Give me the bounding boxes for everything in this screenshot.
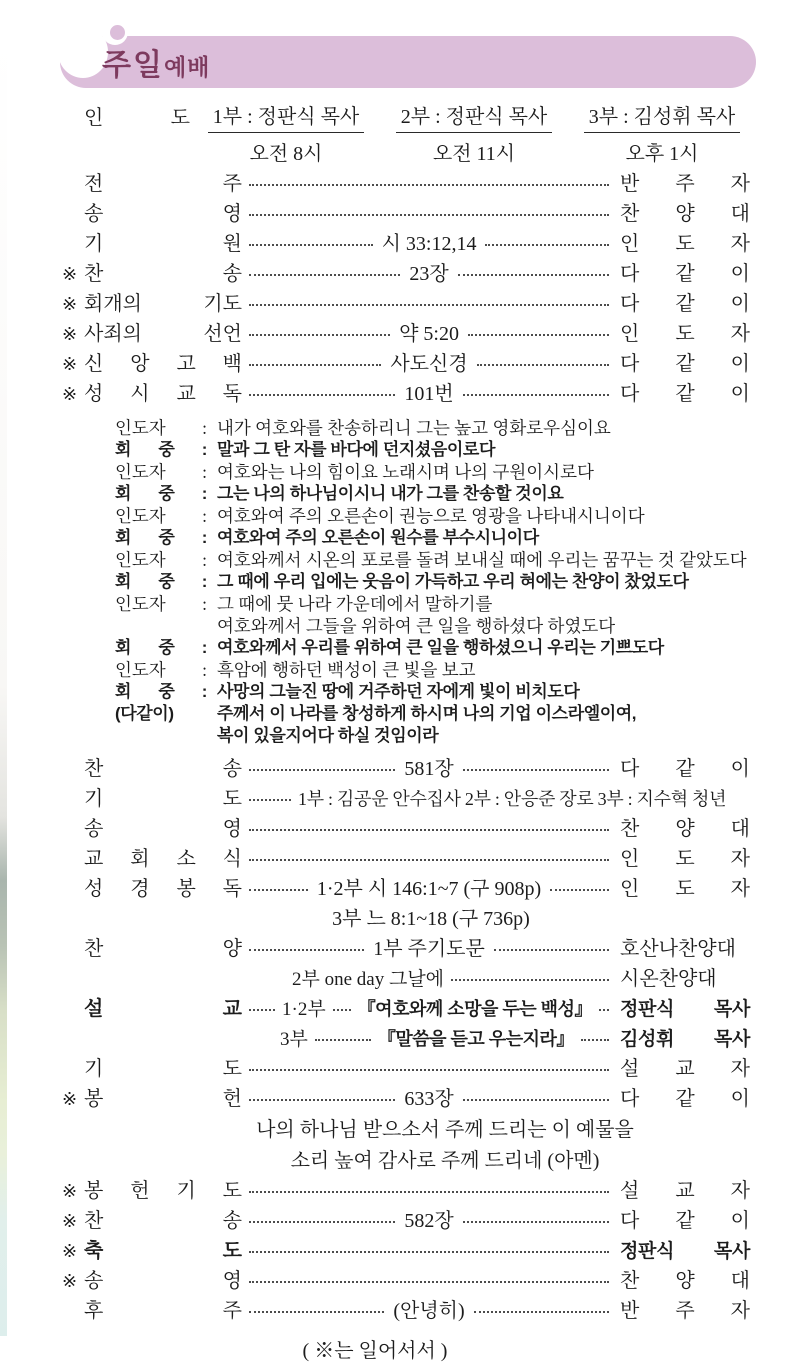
row-label: 기 원 [84,233,242,255]
program-row [0,234,800,255]
reading-speaker: 인도자 : [115,462,207,482]
reading-line [0,571,800,593]
reading-text: 여호와여 주의 오른손이 권능으로 영광을 나타내시니이다 [217,506,645,526]
reading-line [0,461,800,483]
dotted-leader [599,1009,609,1011]
row-center-text: 사도신경 [390,353,468,375]
program-row [0,1301,800,1322]
row-label: 사죄의 선언 [84,323,242,345]
leaders-label: 인 도 [84,107,190,129]
row-right: 김성휘 목사 [620,1029,750,1050]
reading-speaker: 회 중 : [115,572,207,591]
program-row [0,789,800,810]
dotted-leader [463,769,609,771]
program-row [0,1029,800,1050]
dotted-leader [249,799,291,801]
leader-column [574,100,750,166]
row-right: 인 도 자 [620,878,751,900]
reading-text: 주께서 이 나라를 창성하게 하시며 나의 기업 이스라엘이여, [217,704,637,723]
reading-text: 복이 있을지어다 하실 것임이라 [217,726,439,745]
offering-hymn-line: 소리 높여 감사로 주께 드리네 (아멘) [290,1150,600,1172]
dotted-leader [249,949,364,951]
row-label: 찬 양 [84,938,242,960]
dotted-leader [451,979,609,981]
row-right: 다 같 이 [620,758,751,780]
row-right: 다 같 이 [620,383,751,405]
row-center-text: 23장 [409,263,449,285]
reading-line [0,615,800,637]
row-center-text: 시 33:12,14 [381,233,477,255]
reading-line [0,703,800,725]
dotted-leader [463,1221,609,1223]
row-center-text: 1부 주기도문 [373,938,485,960]
responsive-reading-block [0,414,800,751]
row-right: 반 주 자 [620,1300,750,1322]
order-of-worship-bottom [0,751,800,1322]
standing-marker: ※ [62,384,78,404]
reading-speaker: 인도자 : [115,550,207,570]
row-label: 봉 헌 기 도 [84,1180,242,1202]
program-row [0,1241,800,1262]
dotted-leader [315,1039,371,1041]
reading-text: 여호와는 나의 힘이요 노래시며 나의 구원이시로다 [217,462,594,482]
program-row [0,759,800,780]
scan-edge-artifact [0,36,7,1336]
dotted-leader [249,1311,384,1313]
reading-speaker: 회 중 : [115,682,207,701]
row-right: 시온찬양대 [620,968,717,990]
row-label: 전 주 [84,173,242,195]
section-header-bar [60,36,756,88]
program-row [0,324,800,345]
program-row [0,264,800,285]
standing-marker: ※ [62,1241,78,1261]
row-label: 송 영 [84,818,242,840]
row-right: 다 같 이 [620,1210,751,1232]
program-row [0,1271,800,1292]
row-label: 찬 송 [84,758,242,780]
program-row [0,909,800,930]
row-label: 송 영 [84,203,242,225]
row-right: 찬 양 대 [620,203,750,225]
reading-line [0,505,800,527]
reading-text: 내가 여호와를 찬송하리니 그는 높고 영화로우심이요 [217,418,611,438]
reading-text: 여호와께서 시온의 포로를 돌려 보내실 때에 우리는 꿈꾸는 것 같았도다 [217,550,747,570]
row-right: 다 같 이 [620,1088,751,1110]
dotted-leader [249,1069,609,1071]
reading-speaker: (다같이) [115,704,174,723]
reading-line [0,681,800,703]
reading-text: 그는 나의 하나님이시니 내가 그를 찬송할 것이요 [217,484,564,503]
program-row [0,819,800,840]
dotted-leader [468,334,609,336]
program-row [0,354,800,375]
row-label: 찬 송 [84,263,242,285]
standing-marker: ※ [62,1181,78,1201]
dotted-leader [249,829,609,831]
program-row [0,969,800,990]
dotted-leader [249,1191,609,1193]
reading-line [0,439,800,461]
row-label: 찬 송 [84,1210,242,1232]
row-label: 기 도 [84,1058,242,1080]
row-label: 축 도 [84,1240,242,1262]
row-center-text: 581장 [404,758,454,780]
dotted-leader [249,859,609,861]
program-row [0,294,800,315]
reading-text: 사망의 그늘진 땅에 거주하던 자에게 빛이 비치도다 [217,682,580,701]
reading-speaker: 인도자 : [115,594,207,614]
program-row [0,1211,800,1232]
row-right: 인 도 자 [620,323,751,345]
row-center-text: 101번 [404,383,454,405]
sermon-title: 『말씀을 듣고 우는지라』 [377,1029,574,1049]
standing-marker: ※ [62,354,78,374]
row-label: 송 영 [84,1270,242,1292]
dotted-leader [463,1099,609,1101]
dotted-leader [458,274,609,276]
standing-marker: ※ [62,294,78,314]
offering-hymn-line: 나의 하나님 받으소서 주께 드리는 이 예물을 [256,1119,634,1141]
service-leaders-row [0,88,800,166]
reading-line [0,659,800,681]
row-right: 다 같 이 [620,263,751,285]
dotted-leader [249,1251,609,1253]
row-right: 인 도 자 [620,848,750,870]
row-label: 회개의 기도 [84,293,242,315]
reading-line [0,549,800,571]
leader-name [574,100,750,133]
dotted-leader [581,1039,609,1041]
dotted-leader [477,364,609,366]
program-row [0,879,800,900]
dotted-leader [550,889,609,891]
standing-marker: ※ [62,1211,78,1231]
page-title-main: 주일 [102,49,164,82]
sermon-title: 『여호와께 소망을 두는 백성』 [357,999,592,1019]
leader-time: 오전 8시 [249,143,323,165]
dotted-leader [249,364,381,366]
row-label: 성 경 봉 독 [84,878,242,900]
standing-marker: ※ [62,264,78,284]
reading-text: 말과 그 탄 자를 바다에 던지셨음이로다 [217,440,495,459]
sermon-part: 1·2부 [282,999,326,1020]
dotted-leader [485,244,609,246]
row-center-text: 2부 one day 그날에 [292,969,445,990]
row-right: 정판식 목사 [620,1241,750,1262]
row-right: 인 도 자 [620,233,751,255]
swirl-inner-dot-icon [110,25,125,40]
reading-text: 그 때에 우리 입에는 웃음이 가득하고 우리 혀에는 찬양이 찼었도다 [217,572,689,591]
reading-speaker: 인도자 : [115,418,207,438]
order-of-worship-top [0,166,800,405]
program-row [0,384,800,405]
dotted-leader [249,1221,395,1223]
dotted-leader [333,1009,351,1011]
program-row [0,1089,800,1110]
dotted-leader [249,274,400,276]
row-right: 정판식 목사 [620,999,750,1020]
program-row [0,849,800,870]
leader-name [198,100,374,133]
row-center-text: 3부 느 8:1~18 (구 736p) [332,908,530,930]
row-center-text: 633장 [404,1088,454,1110]
reading-speaker: 인도자 : [115,506,207,526]
reading-text: 여호와께서 그들을 위하여 큰 일을 행하셨다 하였도다 [217,616,616,636]
dotted-leader [463,394,609,396]
row-center-text: 582장 [404,1210,454,1232]
row-center-text: (안녕히) [393,1300,465,1322]
dotted-leader [494,949,609,951]
dotted-leader [474,1311,609,1313]
reading-line [0,593,800,615]
row-label: 후 주 [84,1300,242,1322]
row-right: 반 주 자 [620,173,750,195]
row-label: 설 교 [84,998,242,1020]
leader-name-text: 3부 : 김성휘 목사 [584,100,740,133]
leader-columns [198,100,750,166]
row-center-text: 1·2부 시 146:1~7 (구 908p) [316,878,542,900]
reading-line [0,725,800,747]
program-row [0,204,800,225]
row-wide-text: 1부 : 김공운 안수집사 2부 : 안응준 장로 3부 : 지수혁 청년 [298,789,727,809]
row-label: 봉 헌 [84,1088,242,1110]
dotted-leader [249,394,395,396]
reading-speaker: 회 중 : [115,484,207,503]
standing-marker: ※ [62,1089,78,1109]
row-label: 성 시 교 독 [84,383,242,405]
row-right: 찬 양 대 [620,818,750,840]
dotted-leader [249,244,373,246]
row-right: 찬 양 대 [620,1270,750,1292]
dotted-leader [249,334,390,336]
leader-name [386,100,562,133]
row-right: 설 교 자 [620,1058,750,1080]
row-right: 설 교 자 [620,1180,750,1202]
leader-column [386,100,562,166]
leader-name-text: 2부 : 정판식 목사 [396,100,552,133]
leader-time: 오전 11시 [432,143,516,165]
program-row [0,174,800,195]
reading-text: 여호와여 주의 오른손이 원수를 부수시니이다 [217,528,539,547]
standing-marker: ※ [62,1271,78,1291]
row-label: 신 앙 고 백 [84,353,242,375]
reading-speaker: 회 중 : [115,638,207,657]
page-title [60,40,210,84]
dotted-leader [249,1281,609,1283]
reading-speaker: 회 중 : [115,440,207,459]
dotted-leader [249,214,609,216]
row-label: 교 회 소 식 [84,848,242,870]
program-row [0,1059,800,1080]
reading-text: 그 때에 뭇 나라 가운데에서 말하기를 [217,594,493,614]
leader-column [198,100,374,166]
dotted-leader [249,304,609,306]
dotted-leader [249,1099,395,1101]
reading-line [0,637,800,659]
footnote: ( ※는 일어서서 ) [302,1340,448,1362]
dotted-leader [249,889,308,891]
sermon-part: 3부 [280,1029,308,1050]
standing-marker: ※ [62,324,78,344]
reading-line [0,417,800,439]
reading-line [0,483,800,505]
program-row [0,1181,800,1202]
reading-text: 흑암에 행하던 백성이 큰 빛을 보고 [217,660,476,680]
reading-speaker: 인도자 : [115,660,207,680]
dotted-leader [249,1009,275,1011]
reading-line [0,527,800,549]
row-right: 호산나찬양대 [620,938,736,960]
dotted-leader [249,769,395,771]
program-row [0,999,800,1020]
row-label: 기 도 [84,788,242,810]
leader-name-text: 1부 : 정판식 목사 [208,100,364,133]
page-title-sub: 예배 [163,54,211,80]
row-right: 다 같 이 [620,353,750,375]
program-row [0,939,800,960]
row-center-text: 약 5:20 [399,323,459,345]
leader-time: 오후 1시 [625,143,699,165]
reading-speaker: 회 중 : [115,528,207,547]
row-right: 다 같 이 [620,293,750,315]
reading-text: 여호와께서 우리를 위하여 큰 일을 행하셨으니 우리는 기쁘도다 [217,638,664,657]
dotted-leader [249,184,609,186]
